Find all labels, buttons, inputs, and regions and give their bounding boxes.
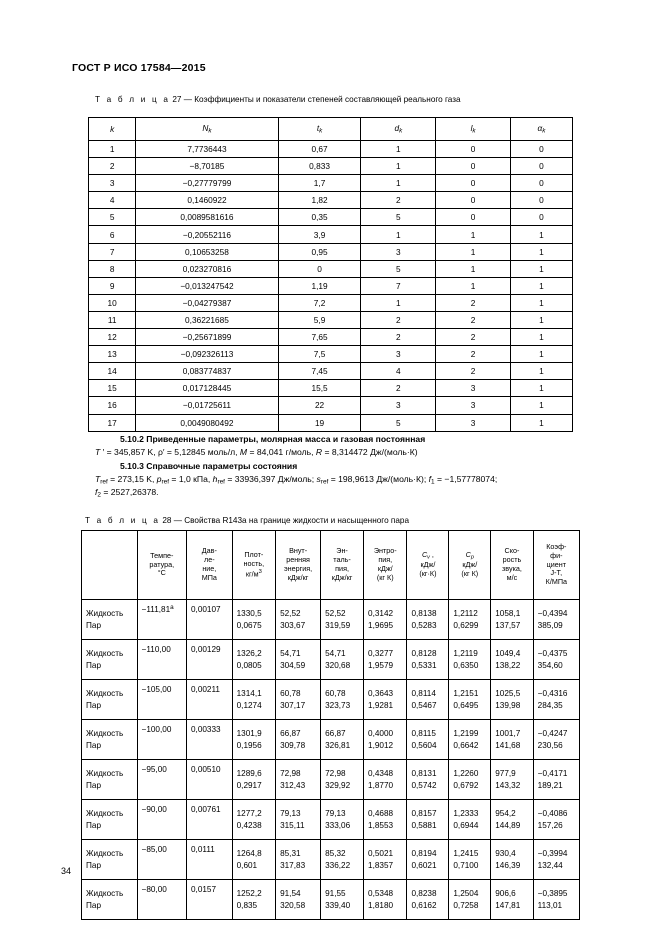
table-27-cell-k: 7 (89, 243, 136, 260)
table-row (82, 760, 580, 800)
table-27-cell-N: 0,10653258 (136, 243, 278, 260)
table-row (89, 397, 573, 414)
table-27-cell-d: 3 (361, 243, 436, 260)
table-row (82, 840, 580, 880)
phase-cell: Жидкость Пар (82, 800, 138, 840)
table-27-cell-N: 0,083774837 (136, 363, 278, 380)
cp-cell: 1,2112 0,6299 (449, 600, 491, 640)
cv-cell: 0,8131 0,5742 (407, 760, 449, 800)
cv-cell: 0,8238 0,6162 (407, 880, 449, 920)
table-27-cell-l: 3 (436, 414, 511, 431)
table-27-cell-t: 15,5 (278, 380, 361, 397)
col-header-temperature: Темпе- ратура, °C (137, 531, 186, 600)
table-27-cell-N: −0,013247542 (136, 277, 278, 294)
internal-energy-cell: 91,54 320,58 (276, 880, 321, 920)
table-27-cell-k: 8 (89, 260, 136, 277)
table-27-cell-l: 1 (436, 260, 511, 277)
cp-cell: 1,2199 0,6642 (449, 720, 491, 760)
table-27-cell-d: 3 (361, 397, 436, 414)
table-27-cell-N: 0,023270816 (136, 260, 278, 277)
cp-cell: 1,2119 0,6350 (449, 640, 491, 680)
section-5-10-2-heading: 5.10.2 Приведенные параметры, молярная масса и газовая постоянная (120, 434, 426, 444)
table-27-cell-t: 19 (278, 414, 361, 431)
table-27-cell-a: 0 (510, 158, 572, 175)
temperature-cell: −105,00 (137, 680, 186, 720)
table-27-cell-k: 13 (89, 346, 136, 363)
table-28-caption (85, 516, 409, 525)
table-27-cell-k: 15 (89, 380, 136, 397)
jt-coefficient-cell: −0,4247 230,56 (533, 720, 579, 760)
table-27 (88, 117, 573, 432)
cv-cell: 0,8114 0,5467 (407, 680, 449, 720)
table-27-cell-N: 0,017128445 (136, 380, 278, 397)
table-27-cell-a: 1 (510, 363, 572, 380)
table-27-cell-N: −0,092326113 (136, 346, 278, 363)
table-27-cell-d: 4 (361, 363, 436, 380)
sound-speed-cell: 1025,5 139,98 (491, 680, 533, 720)
col-header-phase (82, 531, 138, 600)
table-27-cell-N: 0,1460922 (136, 192, 278, 209)
temperature-cell: −111,81$^a$ (137, 600, 186, 640)
table-row (82, 680, 580, 720)
table-row (82, 880, 580, 920)
table-28-caption-text: — Свойства R143а на границе жидкости и насыщенного пара (173, 516, 409, 525)
page-number: 34 (61, 866, 72, 876)
table-27-caption-number: 27 (172, 95, 182, 104)
table-27-cell-d: 2 (361, 311, 436, 328)
phase-cell: Жидкость Пар (82, 840, 138, 880)
section-5-10-3-line-2: f2 = 2527,26378. (95, 487, 159, 499)
table-row (82, 640, 580, 680)
table-27-cell-d: 3 (361, 346, 436, 363)
enthalpy-cell: 85,32 336,22 (321, 840, 364, 880)
entropy-cell: 0,4000 1,9012 (364, 720, 407, 760)
col-header-enthalpy: Эн- таль- пия, кДж/кг (321, 531, 364, 600)
sound-speed-cell: 1049,4 138,22 (491, 640, 533, 680)
cp-cell: 1,2260 0,6792 (449, 760, 491, 800)
jt-coefficient-cell: −0,4394 385,09 (533, 600, 579, 640)
table-row (82, 600, 580, 640)
table-27-cell-k: 6 (89, 226, 136, 243)
table-27-cell-a: 0 (510, 192, 572, 209)
jt-coefficient-cell: −0,3895 113,01 (533, 880, 579, 920)
section-5-10-3-line-1: Tref = 273,15 K, pref = 1,0 кПа, href = 33936,397 Дж/моль; sref = 198,9613 Дж/(моль·К); f1 = −1,57778074; (95, 474, 498, 486)
internal-energy-cell: 66,87 309,78 (276, 720, 321, 760)
enthalpy-cell: 52,52 319,59 (321, 600, 364, 640)
col-header-entropy: Энтро- пия, кДж/ (кг К) (364, 531, 407, 600)
table-27-cell-d: 5 (361, 209, 436, 226)
table-28-caption-number: 28 (162, 516, 172, 525)
enthalpy-cell: 60,78 323,73 (321, 680, 364, 720)
pressure-cell: 0,00761 (187, 800, 233, 840)
table-27-cell-a: 1 (510, 397, 572, 414)
table-27-cell-a: 1 (510, 311, 572, 328)
col-header-density: Плот- ность, $кг/м^3$ (232, 531, 275, 600)
table-27-cell-d: 7 (361, 277, 436, 294)
table-27-cell-t: 1,82 (278, 192, 361, 209)
table-27-cell-l: 2 (436, 363, 511, 380)
table-row (89, 209, 573, 226)
table-27-caption-text: — Коэффициенты и показатели степеней составляющей реального газа (183, 95, 461, 104)
pressure-cell: 0,00129 (187, 640, 233, 680)
density-cell: 1314,1 0,1274 (232, 680, 275, 720)
table-27-cell-l: 2 (436, 346, 511, 363)
density-cell: 1252,2 0,835 (232, 880, 275, 920)
table-28 (81, 530, 580, 920)
sound-speed-cell: 1058,1 137,57 (491, 600, 533, 640)
table-27-cell-a: 1 (510, 414, 572, 431)
col-header-jt-coefficient: Коэф- фи- циент J-T, К/МПа (533, 531, 579, 600)
internal-energy-cell: 52,52 303,67 (276, 600, 321, 640)
table-27-caption (95, 95, 461, 104)
table-27-cell-N: −0,25671899 (136, 329, 278, 346)
enthalpy-cell: 72,98 329,92 (321, 760, 364, 800)
table-27-cell-k: 1 (89, 141, 136, 158)
pressure-cell: 0,0111 (187, 840, 233, 880)
entropy-cell: 0,5021 1,8357 (364, 840, 407, 880)
table-27-cell-d: 5 (361, 260, 436, 277)
table-row (89, 158, 573, 175)
table-27-cell-l: 0 (436, 209, 511, 226)
cv-cell: 0,8128 0,5331 (407, 640, 449, 680)
cv-cell: 0,8115 0,5604 (407, 720, 449, 760)
sound-speed-cell: 1001,7 141,68 (491, 720, 533, 760)
table-27-cell-a: 1 (510, 260, 572, 277)
pressure-cell: 0,0157 (187, 880, 233, 920)
table-27-cell-k: 16 (89, 397, 136, 414)
cp-cell: 1,2151 0,6495 (449, 680, 491, 720)
col-header-alpha: $\alpha_k$ (510, 118, 572, 141)
jt-coefficient-cell: −0,3994 132,44 (533, 840, 579, 880)
entropy-cell: 0,4348 1,8770 (364, 760, 407, 800)
table-27-cell-a: 0 (510, 175, 572, 192)
phase-cell: Жидкость Пар (82, 760, 138, 800)
col-header-pressure: Дав- ле- ние, МПа (187, 531, 233, 600)
cp-cell: 1,2504 0,7258 (449, 880, 491, 920)
cp-cell: 1,2333 0,6944 (449, 800, 491, 840)
jt-coefficient-cell: −0,4316 284,35 (533, 680, 579, 720)
enthalpy-cell: 66,87 326,81 (321, 720, 364, 760)
table-27-cell-l: 3 (436, 397, 511, 414)
pressure-cell: 0,00510 (187, 760, 233, 800)
table-row (89, 277, 573, 294)
density-cell: 1326,2 0,0805 (232, 640, 275, 680)
jt-coefficient-cell: −0,4086 157,26 (533, 800, 579, 840)
table-row (89, 175, 573, 192)
table-27-cell-d: 1 (361, 175, 436, 192)
table-row (82, 720, 580, 760)
table-27-cell-t: 7,5 (278, 346, 361, 363)
table-row (89, 226, 573, 243)
table-27-cell-k: 4 (89, 192, 136, 209)
table-27-cell-a: 0 (510, 141, 572, 158)
jt-coefficient-cell: −0,4375 354,60 (533, 640, 579, 680)
entropy-cell: 0,3142 1,9695 (364, 600, 407, 640)
entropy-cell: 0,4688 1,8553 (364, 800, 407, 840)
entropy-cell: 0,5348 1,8180 (364, 880, 407, 920)
phase-cell: Жидкость Пар (82, 680, 138, 720)
table-27-cell-t: 7,65 (278, 329, 361, 346)
temperature-cell: −85,00 (137, 840, 186, 880)
sound-speed-cell: 977,9 143,32 (491, 760, 533, 800)
table-27-cell-t: 0,35 (278, 209, 361, 226)
col-header-internal-energy: Внут- ренняя энергия, кДж/кг (276, 531, 321, 600)
enthalpy-cell: 54,71 320,68 (321, 640, 364, 680)
density-cell: 1289,6 0,2917 (232, 760, 275, 800)
phase-cell: Жидкость Пар (82, 720, 138, 760)
table-27-cell-l: 1 (436, 226, 511, 243)
sound-speed-cell: 954,2 144,89 (491, 800, 533, 840)
table-27-cell-d: 2 (361, 192, 436, 209)
table-row (82, 800, 580, 840)
table-row (89, 380, 573, 397)
table-27-cell-l: 0 (436, 192, 511, 209)
table-27-cell-l: 1 (436, 277, 511, 294)
table-27-cell-t: 0 (278, 260, 361, 277)
table-28-header-row (82, 531, 580, 600)
table-27-header-row (89, 118, 573, 141)
table-row (89, 192, 573, 209)
table-27-cell-k: 2 (89, 158, 136, 175)
phase-cell: Жидкость Пар (82, 640, 138, 680)
pressure-cell: 0,00107 (187, 600, 233, 640)
table-27-cell-t: 1,19 (278, 277, 361, 294)
density-cell: 1277,2 0,4238 (232, 800, 275, 840)
table-27-cell-N: −0,27779799 (136, 175, 278, 192)
table-27-cell-d: 5 (361, 414, 436, 431)
col-header-d: $d_k$ (361, 118, 436, 141)
temperature-cell: −100,00 (137, 720, 186, 760)
section-5-10-2-line: T ′ = 345,857 K, ρ′ = 5,12845 моль/л, M = 84,041 г/моль, R = 8,314472 Дж/(моль·К) (95, 447, 418, 457)
entropy-cell: 0,3277 1,9579 (364, 640, 407, 680)
table-27-cell-k: 9 (89, 277, 136, 294)
table-27-cell-l: 0 (436, 158, 511, 175)
table-27-cell-a: 1 (510, 329, 572, 346)
table-27-cell-k: 11 (89, 311, 136, 328)
table-27-cell-N: −0,20552116 (136, 226, 278, 243)
table-27-cell-N: −0,01725611 (136, 397, 278, 414)
table-28-caption-label: Т а б л и ц а (85, 516, 161, 525)
density-cell: 1264,8 0,601 (232, 840, 275, 880)
entropy-cell: 0,3643 1,9281 (364, 680, 407, 720)
table-27-cell-t: 3,9 (278, 226, 361, 243)
table-27-cell-a: 1 (510, 346, 572, 363)
table-27-cell-d: 2 (361, 380, 436, 397)
phase-cell: Жидкость Пар (82, 880, 138, 920)
table-27-cell-N: 0,36221685 (136, 311, 278, 328)
col-header-N: $N_k$ (136, 118, 278, 141)
table-27-cell-a: 1 (510, 294, 572, 311)
page-header: ГОСТ Р ИСО 17584—2015 (72, 62, 206, 74)
table-27-cell-d: 1 (361, 294, 436, 311)
table-27-cell-k: 14 (89, 363, 136, 380)
col-header-l: $l_k$ (436, 118, 511, 141)
table-27-cell-l: 0 (436, 141, 511, 158)
table-27-cell-l: 2 (436, 329, 511, 346)
sound-speed-cell: 906,6 147,81 (491, 880, 533, 920)
table-27-cell-a: 0 (510, 209, 572, 226)
sound-speed-cell: 930,4 146,39 (491, 840, 533, 880)
table-row (89, 414, 573, 431)
table-27-cell-t: 1,7 (278, 175, 361, 192)
section-5-10-3-heading: 5.10.3 Справочные параметры состояния (120, 461, 298, 471)
cv-cell: 0,8157 0,5881 (407, 800, 449, 840)
table-27-cell-t: 22 (278, 397, 361, 414)
table-27-cell-t: 0,95 (278, 243, 361, 260)
table-27-cell-d: 1 (361, 226, 436, 243)
internal-energy-cell: 85,31 317,83 (276, 840, 321, 880)
jt-coefficient-cell: −0,4171 189,21 (533, 760, 579, 800)
table-27-cell-a: 1 (510, 380, 572, 397)
table-27-cell-l: 0 (436, 175, 511, 192)
table-row (89, 260, 573, 277)
table-27-cell-l: 1 (436, 243, 511, 260)
temperature-cell: −80,00 (137, 880, 186, 920)
density-cell: 1301,9 0,1956 (232, 720, 275, 760)
col-header-cp: $C_p$ кДж/ (кг К) (449, 531, 491, 600)
temperature-cell: −90,00 (137, 800, 186, 840)
cv-cell: 0,8194 0,6021 (407, 840, 449, 880)
internal-energy-cell: 79,13 315,11 (276, 800, 321, 840)
table-27-cell-d: 1 (361, 141, 436, 158)
internal-energy-cell: 72,98 312,43 (276, 760, 321, 800)
table-27-cell-a: 1 (510, 226, 572, 243)
table-27-cell-k: 3 (89, 175, 136, 192)
table-27-cell-N: 0,0089581616 (136, 209, 278, 226)
table-27-cell-a: 1 (510, 277, 572, 294)
table-row (89, 329, 573, 346)
table-row (89, 294, 573, 311)
cv-cell: 0,8138 0,5283 (407, 600, 449, 640)
pressure-cell: 0,00333 (187, 720, 233, 760)
table-27-cell-N: −8,70185 (136, 158, 278, 175)
pressure-cell: 0,00211 (187, 680, 233, 720)
table-27-cell-k: 17 (89, 414, 136, 431)
table-27-cell-N: −0,04279387 (136, 294, 278, 311)
table-27-cell-t: 5,9 (278, 311, 361, 328)
col-header-k: k (89, 118, 136, 141)
enthalpy-cell: 79,13 333,06 (321, 800, 364, 840)
table-27-cell-k: 10 (89, 294, 136, 311)
table-row (89, 243, 573, 260)
table-27-cell-k: 12 (89, 329, 136, 346)
table-27-cell-l: 2 (436, 311, 511, 328)
enthalpy-cell: 91,55 339,40 (321, 880, 364, 920)
table-27-cell-l: 2 (436, 294, 511, 311)
col-header-t: $t_k$ (278, 118, 361, 141)
table-27-caption-label: Т а б л и ц а (95, 95, 171, 104)
table-row (89, 363, 573, 380)
table-27-cell-N: 0,0049080492 (136, 414, 278, 431)
table-row (89, 346, 573, 363)
temperature-cell: −95,00 (137, 760, 186, 800)
table-27-cell-t: 7,45 (278, 363, 361, 380)
temperature-cell: −110,00 (137, 640, 186, 680)
col-header-sound-speed: Ско- рость звука, м/с (491, 531, 533, 600)
table-27-cell-t: 7,2 (278, 294, 361, 311)
internal-energy-cell: 60,78 307,17 (276, 680, 321, 720)
internal-energy-cell: 54,71 304,59 (276, 640, 321, 680)
col-header-cv: $C_v$ , кДж/ (кг·К) (407, 531, 449, 600)
table-27-cell-a: 1 (510, 243, 572, 260)
density-cell: 1330,5 0,0675 (232, 600, 275, 640)
cp-cell: 1,2415 0,7100 (449, 840, 491, 880)
table-27-cell-t: 0,833 (278, 158, 361, 175)
phase-cell: Жидкость Пар (82, 600, 138, 640)
table-27-cell-k: 5 (89, 209, 136, 226)
table-row (89, 141, 573, 158)
table-27-cell-l: 3 (436, 380, 511, 397)
table-27-cell-t: 0,67 (278, 141, 361, 158)
table-27-cell-N: 7,7736443 (136, 141, 278, 158)
table-27-cell-d: 2 (361, 329, 436, 346)
table-27-cell-d: 1 (361, 158, 436, 175)
table-row (89, 311, 573, 328)
